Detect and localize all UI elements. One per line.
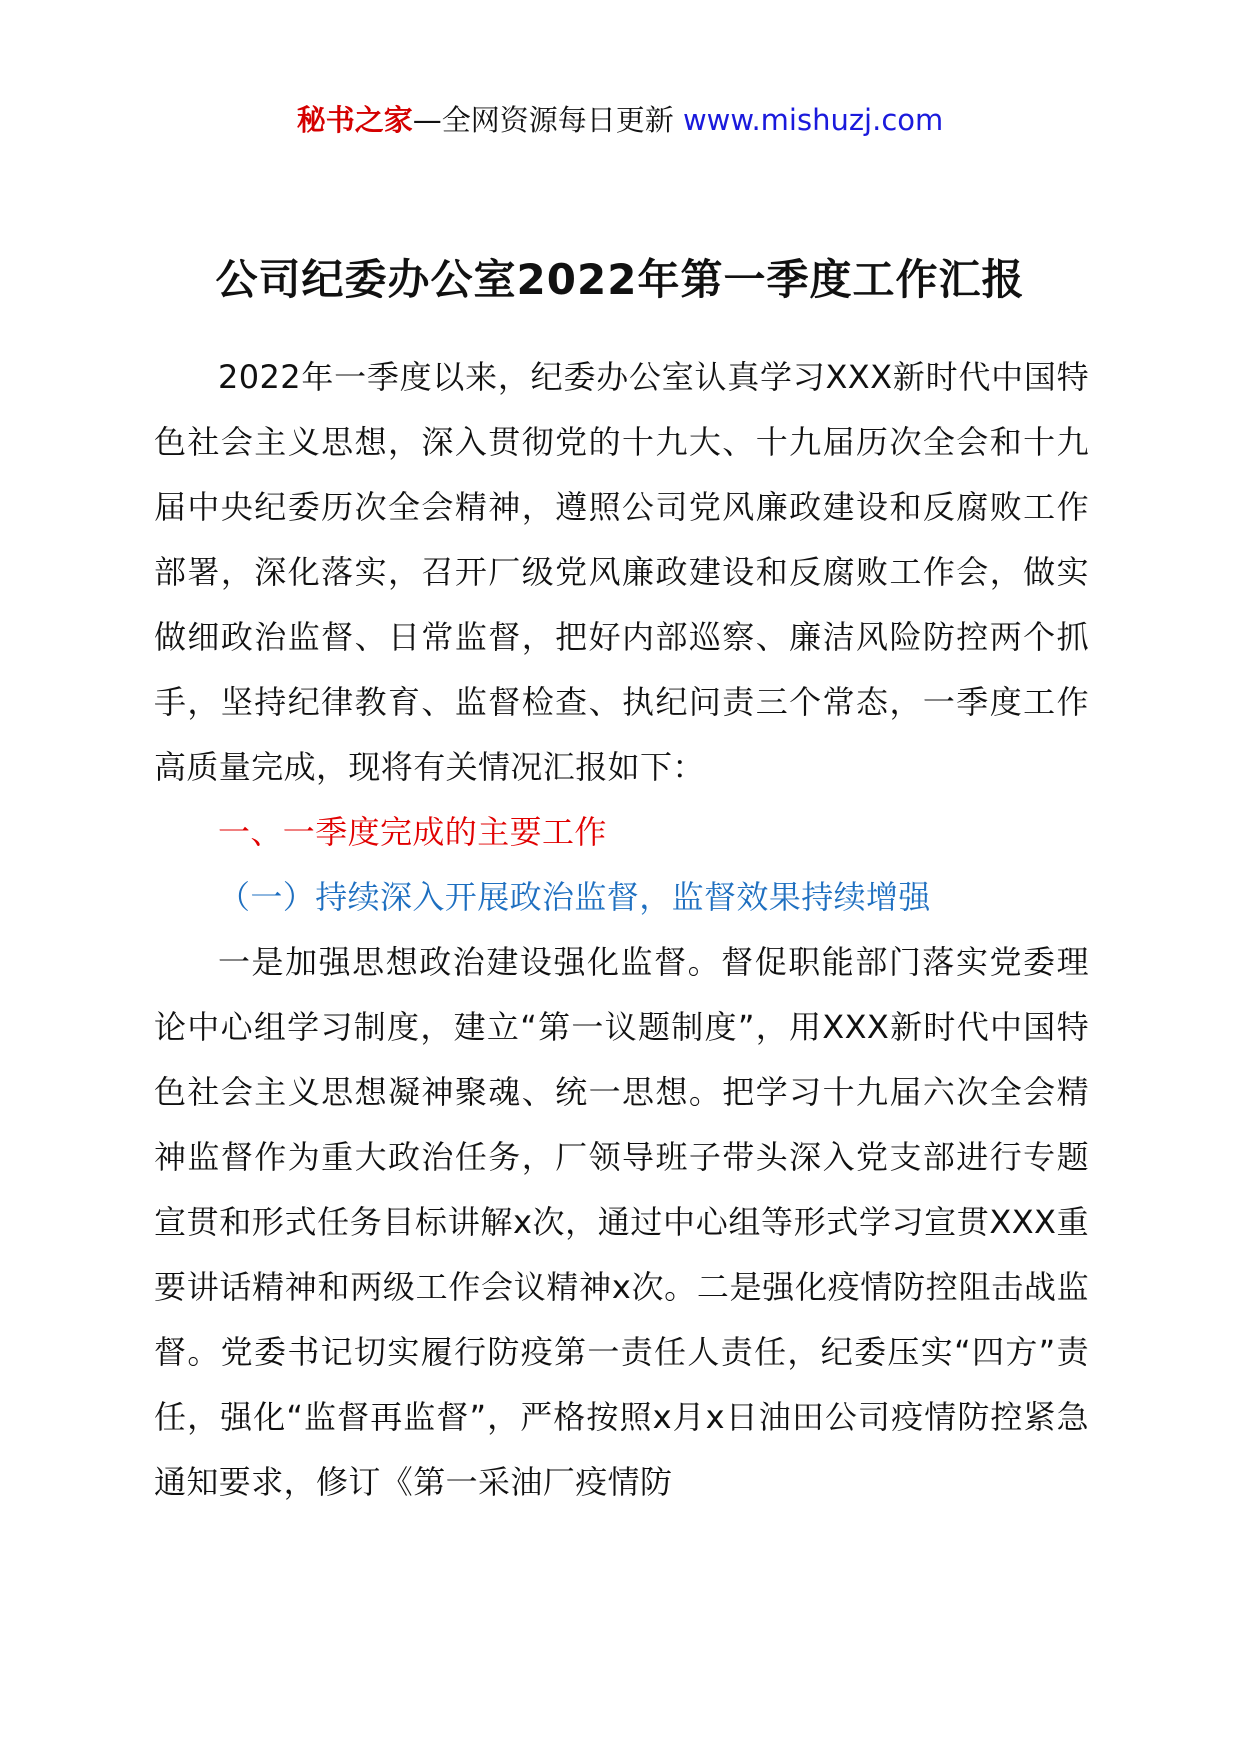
section-heading: 一、一季度完成的主要工作: [218, 813, 607, 851]
body-paragraph: 一是加强思想政治建设强化监督。督促职能部门落实党委理论中心组学习制度，建立“第一议题制度”，用XXX新时代中国特色社会主义思想凝神聚魂、统一思想。把学习十九届六次全会精神监督作为重大政治任务，厂领导班子带头深入党支部进行专题宣贯和形式任务目标讲解x次，通过中心组等形式学习宣贯XXX重要讲话精神和两级工作会议精神x次。二是强化疫情防控阻击战监督。党委书记切实履行防疫第一责任人责任，纪委压实“四方”责任，强化“监督再监督”，严格按照x月x日油田公司疫情防控紧急通知要求，修订《第一采油厂疫情防: [154, 943, 1089, 1501]
intro-paragraph: 2022年一季度以来，纪委办公室认真学习XXX新时代中国特色社会主义思想，深入贯彻党的十九大、十九届历次全会和十九届中央纪委历次全会精神，遵照公司党风廉政建设和反腐败工作部署，深化落实，召开厂级党风廉政建设和反腐败工作会，做实做细政治监督、日常监督，把好内部巡察、廉洁风险防控两个抓手，坚持纪律教育、监督检查、执纪问责三个常态，一季度工作高质量完成，现将有关情况汇报如下：: [154, 358, 1089, 786]
header-tagline: —全网资源每日更新: [412, 103, 683, 137]
site-link[interactable]: www.mishuzj.com: [682, 103, 944, 137]
brand-name: 秘书之家: [296, 103, 413, 137]
document-title: 公司纪委办公室2022年第一季度工作汇报: [215, 255, 1025, 304]
subsection-heading: （一）持续深入开展政治监督，监督效果持续增强: [218, 878, 931, 916]
site-header: [0, 100, 1240, 140]
document-body: [154, 345, 1089, 1515]
